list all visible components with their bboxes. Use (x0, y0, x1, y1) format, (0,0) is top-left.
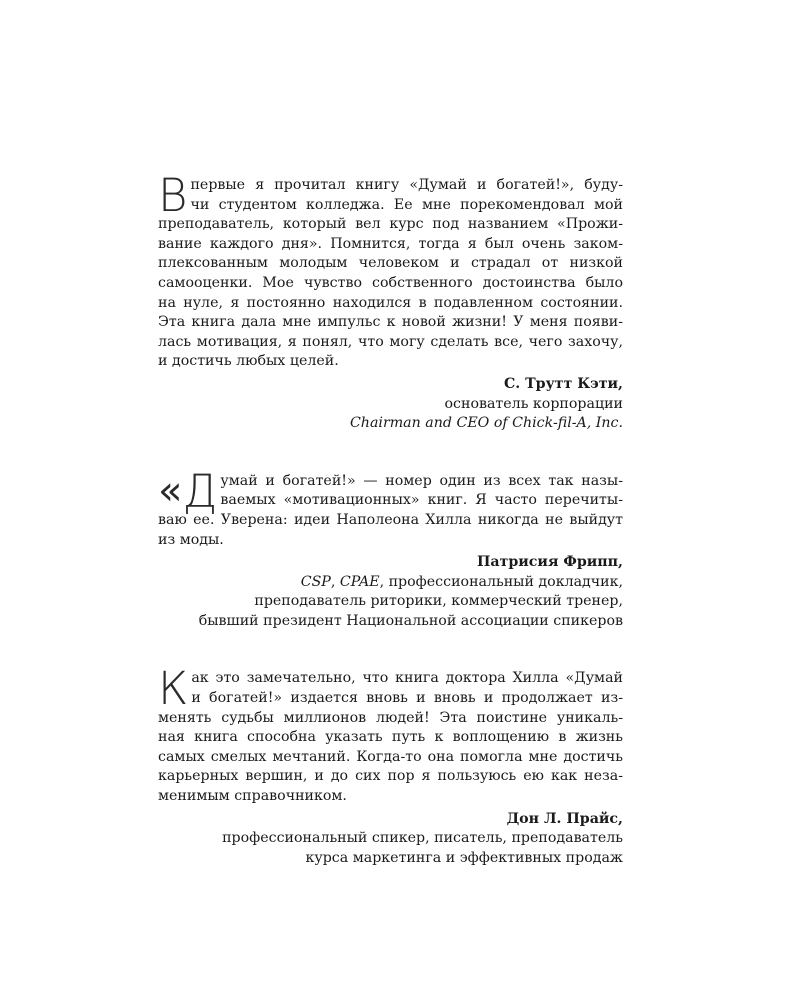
text-line: вание каждого дня». Помнится, тогда я был очень заком- (158, 235, 623, 252)
text-line: ак это замечательно, что книга доктора Хилла «Думай (191, 670, 623, 687)
text-line: менимым справочником. (158, 788, 347, 805)
author-role: бывший президент Национальной ассоциации спикеров (198, 612, 623, 629)
text-line: самооценки. Мое чувство собственного достоинства было (158, 274, 623, 291)
opening-quote-mark: « (158, 467, 183, 514)
testimonial-1-attribution (158, 375, 623, 434)
testimonial-1 (158, 169, 623, 434)
author-company: Chairman and CEO of Chick-fil-A, Inc. (349, 415, 623, 432)
author-role: курса маркетинга и эффективных продаж (305, 849, 623, 866)
text-line: карьерных вершин, и до сих пор я пользуюсь ею как неза- (158, 768, 623, 785)
author-role: профессиональный спикер, писатель, преподаватель (222, 830, 623, 847)
text-line: из моды. (158, 531, 224, 548)
drop-cap: В (158, 169, 188, 222)
testimonial-3-text (158, 662, 623, 806)
text-line: преподаватель, который вел курс под названием «Прожи- (158, 216, 623, 233)
author-credential-cpae: CPAE (339, 573, 380, 590)
author-role: преподаватель риторики, коммерческий тренер, (254, 593, 623, 610)
text-line: и богатей!» издается вновь и вновь и продолжает из- (191, 690, 623, 707)
text-line: менять судьбы миллионов людей! Эта поистине уникаль- (158, 709, 623, 726)
testimonial-3-attribution (158, 810, 623, 869)
text-line: первые я прочитал книгу «Думай и богатей!», буду- (190, 177, 623, 193)
page-content (158, 169, 623, 868)
author-name: Патрисия Фрипп, (476, 554, 623, 571)
author-name: С. Трутт Кэти, (503, 375, 623, 392)
text-line: и достичь любых целей. (158, 353, 339, 370)
author-name: Дон Л. Прайс, (506, 810, 623, 827)
text-line: умай и богатей!» — номер один из всех так назы- (220, 472, 623, 489)
text-line: самых смелых мечтаний. Когда-то она помогла мне достичь (158, 748, 623, 765)
testimonial-2-text (158, 464, 623, 550)
text-line: ваю ее. Уверена: идеи Наполеона Хилла никогда не выйдут (158, 511, 623, 528)
author-credential-csp: CSP (300, 573, 331, 590)
testimonial-2 (158, 464, 623, 632)
author-role-rest: , профессиональный докладчик, (379, 573, 623, 590)
drop-cap: Д (182, 464, 218, 518)
drop-cap: К (158, 662, 189, 716)
testimonial-3 (158, 662, 623, 868)
text-line: чи студентом колледжа. Ее мне порекомендовал мой (190, 196, 623, 213)
text-line: на нуле, я постоянно находился в подавленном состоянии. (158, 294, 623, 311)
author-role (158, 573, 623, 593)
text-line: лась мотивация, я понял, что могу сделать все, чего захочу, (158, 333, 623, 350)
testimonial-2-attribution (158, 553, 623, 631)
text-line: Эта книга дала мне импульс к новой жизни! У меня появи- (158, 314, 623, 331)
text-line: ваемых «мотивационных» книг. Я часто перечиты- (220, 492, 623, 509)
text-line: ная книга способна указать путь к воплощению в жизнь (158, 729, 623, 746)
author-role: основатель корпорации (444, 395, 623, 412)
credential-separator: , (330, 573, 340, 590)
text-line: плексованным молодым человеком и страдал от низкой (158, 255, 623, 272)
testimonial-1-text (158, 169, 623, 372)
